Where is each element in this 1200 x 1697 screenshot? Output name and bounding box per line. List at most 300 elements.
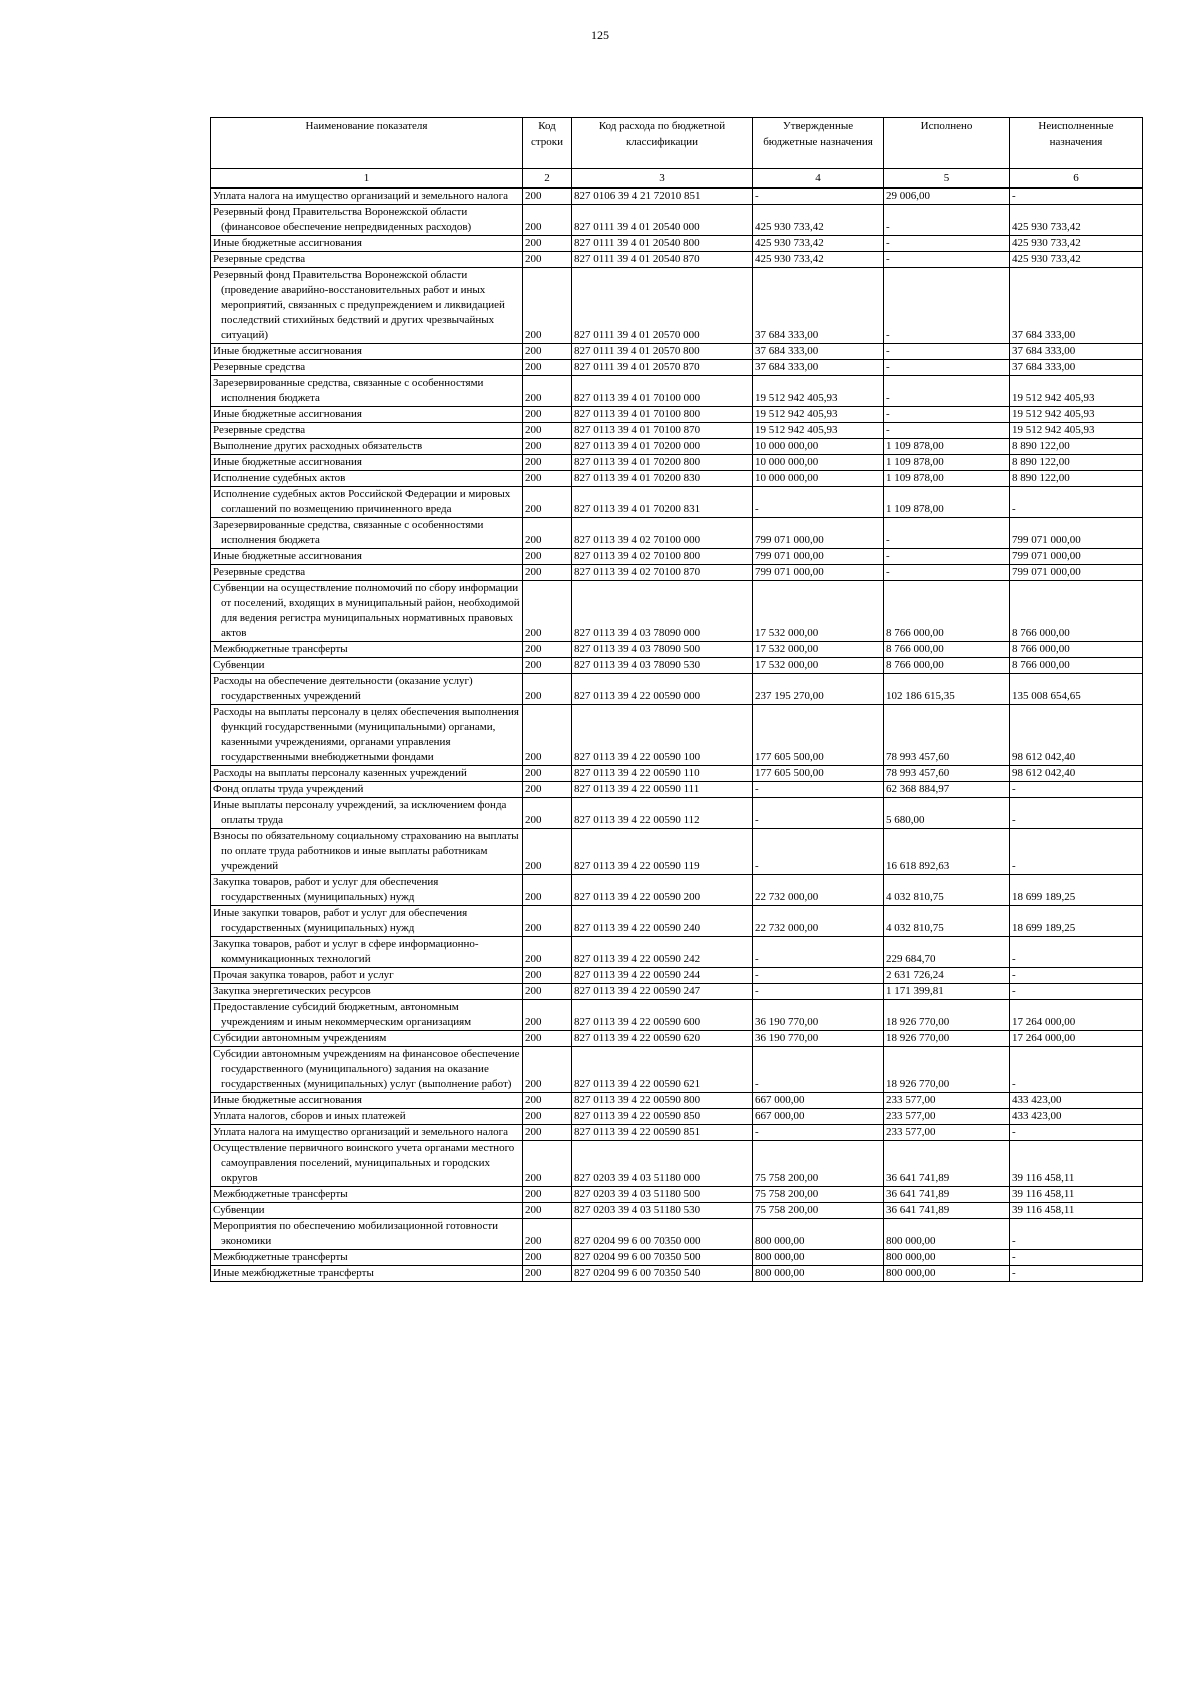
header-row bbox=[211, 118, 1143, 169]
indicator-name-text: Предоставление субсидий бюджетным, автономным учреждениям и иным некоммерческим организациям bbox=[213, 1001, 472, 1028]
approved-amount-cell: 36 190 770,00 bbox=[753, 1000, 884, 1031]
table-row bbox=[211, 549, 1143, 565]
expense-code-cell: 827 0111 39 4 01 20570 800 bbox=[572, 344, 753, 360]
indicator-name-cell bbox=[211, 1250, 523, 1266]
remaining-amount-cell: - bbox=[1010, 188, 1143, 205]
indicator-name-cell bbox=[211, 581, 523, 642]
indicator-name-cell bbox=[211, 658, 523, 674]
approved-amount-cell: 667 000,00 bbox=[753, 1109, 884, 1125]
approved-amount-cell: - bbox=[753, 487, 884, 518]
indicator-name-text: Уплата налогов, сборов и иных платежей bbox=[213, 1110, 406, 1122]
table-row bbox=[211, 471, 1143, 487]
remaining-amount-cell: 18 699 189,25 bbox=[1010, 875, 1143, 906]
indicator-name-cell bbox=[211, 906, 523, 937]
expense-code-cell: 827 0113 39 4 22 00590 100 bbox=[572, 705, 753, 766]
remaining-amount-cell: 37 684 333,00 bbox=[1010, 268, 1143, 344]
remaining-amount-cell: 37 684 333,00 bbox=[1010, 344, 1143, 360]
indicator-name-cell bbox=[211, 518, 523, 549]
expense-code-cell: 827 0113 39 4 22 00590 800 bbox=[572, 1093, 753, 1109]
indicator-name-text: Межбюджетные трансферты bbox=[213, 1251, 348, 1263]
executed-amount-cell: 1 171 399,81 bbox=[884, 984, 1010, 1000]
line-code-cell: 200 bbox=[523, 968, 572, 984]
executed-amount-cell: 2 631 726,24 bbox=[884, 968, 1010, 984]
indicator-name-cell bbox=[211, 674, 523, 705]
line-code-cell: 200 bbox=[523, 455, 572, 471]
approved-amount-cell: 37 684 333,00 bbox=[753, 268, 884, 344]
column-number: 6 bbox=[1010, 169, 1143, 189]
expense-code-cell: 827 0203 39 4 03 51180 500 bbox=[572, 1187, 753, 1203]
executed-amount-cell: 36 641 741,89 bbox=[884, 1203, 1010, 1219]
indicator-name-text: Осуществление первичного воинского учета органами местного самоуправления поселений, муниципальных и городских округов bbox=[213, 1142, 515, 1184]
remaining-amount-cell: 39 116 458,11 bbox=[1010, 1141, 1143, 1187]
table-row bbox=[211, 1125, 1143, 1141]
indicator-name-cell bbox=[211, 344, 523, 360]
table-row bbox=[211, 1266, 1143, 1282]
approved-amount-cell: 800 000,00 bbox=[753, 1250, 884, 1266]
expense-code-cell: 827 0113 39 4 02 70100 870 bbox=[572, 565, 753, 581]
approved-amount-cell: - bbox=[753, 1047, 884, 1093]
indicator-name-text: Мероприятия по обеспечению мобилизационной готовности экономики bbox=[213, 1220, 499, 1247]
approved-amount-cell: - bbox=[753, 829, 884, 875]
table-row bbox=[211, 1093, 1143, 1109]
approved-amount-cell: - bbox=[753, 782, 884, 798]
executed-amount-cell: - bbox=[884, 518, 1010, 549]
remaining-amount-cell: 135 008 654,65 bbox=[1010, 674, 1143, 705]
executed-amount-cell: 1 109 878,00 bbox=[884, 487, 1010, 518]
expense-code-cell: 827 0113 39 4 01 70200 800 bbox=[572, 455, 753, 471]
approved-amount-cell: 799 071 000,00 bbox=[753, 565, 884, 581]
remaining-amount-cell: 39 116 458,11 bbox=[1010, 1187, 1143, 1203]
table-row bbox=[211, 766, 1143, 782]
approved-amount-cell: 800 000,00 bbox=[753, 1266, 884, 1282]
approved-amount-cell: 17 532 000,00 bbox=[753, 581, 884, 642]
indicator-name-text: Исполнение судебных актов Российской Федерации и мировых соглашений по возмещению причиненного вреда bbox=[213, 488, 511, 515]
table-row bbox=[211, 439, 1143, 455]
executed-amount-cell: 800 000,00 bbox=[884, 1266, 1010, 1282]
column-number: 4 bbox=[753, 169, 884, 189]
expense-code-cell: 827 0204 99 6 00 70350 500 bbox=[572, 1250, 753, 1266]
table-row bbox=[211, 829, 1143, 875]
executed-amount-cell: - bbox=[884, 268, 1010, 344]
header-expense-code: Код расхода по бюджетной классификации bbox=[572, 118, 753, 169]
table-row bbox=[211, 581, 1143, 642]
approved-amount-cell: 10 000 000,00 bbox=[753, 439, 884, 455]
remaining-amount-cell: - bbox=[1010, 937, 1143, 968]
indicator-name-cell bbox=[211, 268, 523, 344]
indicator-name-cell bbox=[211, 549, 523, 565]
indicator-name-text: Резервные средства bbox=[213, 424, 306, 436]
expense-code-cell: 827 0113 39 4 03 78090 500 bbox=[572, 642, 753, 658]
indicator-name-cell bbox=[211, 829, 523, 875]
table-row bbox=[211, 455, 1143, 471]
page-number: 125 bbox=[591, 28, 609, 42]
table-row bbox=[211, 188, 1143, 205]
line-code-cell: 200 bbox=[523, 875, 572, 906]
executed-amount-cell: 8 766 000,00 bbox=[884, 642, 1010, 658]
executed-amount-cell: - bbox=[884, 205, 1010, 236]
indicator-name-text: Субсидии автономным учреждениям bbox=[213, 1032, 387, 1044]
approved-amount-cell: 22 732 000,00 bbox=[753, 875, 884, 906]
executed-amount-cell: 36 641 741,89 bbox=[884, 1187, 1010, 1203]
executed-amount-cell: 4 032 810,75 bbox=[884, 906, 1010, 937]
indicator-name-text: Иные бюджетные ассигнования bbox=[213, 456, 362, 468]
expense-code-cell: 827 0113 39 4 22 00590 240 bbox=[572, 906, 753, 937]
line-code-cell: 200 bbox=[523, 252, 572, 268]
table-row bbox=[211, 423, 1143, 439]
indicator-name-cell bbox=[211, 642, 523, 658]
table-row bbox=[211, 782, 1143, 798]
line-code-cell: 200 bbox=[523, 344, 572, 360]
line-code-cell: 200 bbox=[523, 1250, 572, 1266]
indicator-name-text: Межбюджетные трансферты bbox=[213, 643, 348, 655]
line-code-cell: 200 bbox=[523, 1109, 572, 1125]
remaining-amount-cell: 799 071 000,00 bbox=[1010, 518, 1143, 549]
indicator-name-cell bbox=[211, 423, 523, 439]
table-row bbox=[211, 344, 1143, 360]
indicator-name-text: Взносы по обязательному социальному страхованию на выплаты по оплате труда работников и иные выплаты работникам учреждений bbox=[213, 830, 519, 872]
table-row bbox=[211, 906, 1143, 937]
executed-amount-cell: 18 926 770,00 bbox=[884, 1047, 1010, 1093]
indicator-name-text: Иные бюджетные ассигнования bbox=[213, 345, 362, 357]
column-number-row bbox=[211, 169, 1143, 189]
executed-amount-cell: 1 109 878,00 bbox=[884, 471, 1010, 487]
indicator-name-text: Резервные средства bbox=[213, 566, 306, 578]
indicator-name-text: Иные бюджетные ассигнования bbox=[213, 550, 362, 562]
line-code-cell: 200 bbox=[523, 549, 572, 565]
header-executed: Исполнено bbox=[884, 118, 1010, 169]
column-number: 2 bbox=[523, 169, 572, 189]
approved-amount-cell: 177 605 500,00 bbox=[753, 766, 884, 782]
expense-code-cell: 827 0113 39 4 02 70100 000 bbox=[572, 518, 753, 549]
table-row bbox=[211, 205, 1143, 236]
remaining-amount-cell: - bbox=[1010, 829, 1143, 875]
line-code-cell: 200 bbox=[523, 1093, 572, 1109]
line-code-cell: 200 bbox=[523, 205, 572, 236]
line-code-cell: 200 bbox=[523, 423, 572, 439]
expense-code-cell: 827 0111 39 4 01 20570 000 bbox=[572, 268, 753, 344]
line-code-cell: 200 bbox=[523, 984, 572, 1000]
approved-amount-cell: 10 000 000,00 bbox=[753, 455, 884, 471]
approved-amount-cell: 17 532 000,00 bbox=[753, 642, 884, 658]
executed-amount-cell: - bbox=[884, 565, 1010, 581]
table-row bbox=[211, 658, 1143, 674]
expense-code-cell: 827 0113 39 4 22 00590 851 bbox=[572, 1125, 753, 1141]
approved-amount-cell: 177 605 500,00 bbox=[753, 705, 884, 766]
line-code-cell: 200 bbox=[523, 581, 572, 642]
indicator-name-text: Прочая закупка товаров, работ и услуг bbox=[213, 969, 394, 981]
table-row bbox=[211, 407, 1143, 423]
indicator-name-cell bbox=[211, 236, 523, 252]
indicator-name-text: Межбюджетные трансферты bbox=[213, 1188, 348, 1200]
indicator-name-cell bbox=[211, 360, 523, 376]
indicator-name-cell bbox=[211, 1125, 523, 1141]
table-row bbox=[211, 1219, 1143, 1250]
expense-code-cell: 827 0111 39 4 01 20540 870 bbox=[572, 252, 753, 268]
table-row bbox=[211, 674, 1143, 705]
approved-amount-cell: 19 512 942 405,93 bbox=[753, 376, 884, 407]
expense-code-cell: 827 0113 39 4 22 00590 247 bbox=[572, 984, 753, 1000]
approved-amount-cell: 37 684 333,00 bbox=[753, 360, 884, 376]
indicator-name-cell bbox=[211, 455, 523, 471]
remaining-amount-cell: 18 699 189,25 bbox=[1010, 906, 1143, 937]
remaining-amount-cell: 8 766 000,00 bbox=[1010, 642, 1143, 658]
remaining-amount-cell: 17 264 000,00 bbox=[1010, 1000, 1143, 1031]
approved-amount-cell: - bbox=[753, 937, 884, 968]
table-row bbox=[211, 937, 1143, 968]
approved-amount-cell: 75 758 200,00 bbox=[753, 1141, 884, 1187]
indicator-name-cell bbox=[211, 1187, 523, 1203]
approved-amount-cell: 19 512 942 405,93 bbox=[753, 423, 884, 439]
indicator-name-cell bbox=[211, 188, 523, 205]
approved-amount-cell: - bbox=[753, 1125, 884, 1141]
line-code-cell: 200 bbox=[523, 1203, 572, 1219]
line-code-cell: 200 bbox=[523, 658, 572, 674]
indicator-name-text: Фонд оплаты труда учреждений bbox=[213, 783, 364, 795]
remaining-amount-cell: 425 930 733,42 bbox=[1010, 236, 1143, 252]
remaining-amount-cell: 8 766 000,00 bbox=[1010, 581, 1143, 642]
table-row bbox=[211, 1031, 1143, 1047]
table-body bbox=[211, 188, 1143, 1282]
line-code-cell: 200 bbox=[523, 674, 572, 705]
line-code-cell: 200 bbox=[523, 518, 572, 549]
indicator-name-text: Резервный фонд Правительства Воронежской области (финансовое обеспечение непредвиденных расходов) bbox=[213, 206, 472, 233]
indicator-name-text: Иные бюджетные ассигнования bbox=[213, 408, 362, 420]
table-row bbox=[211, 268, 1143, 344]
indicator-name-text: Иные бюджетные ассигнования bbox=[213, 1094, 362, 1106]
indicator-name-text: Исполнение судебных актов bbox=[213, 472, 346, 484]
expense-code-cell: 827 0106 39 4 21 72010 851 bbox=[572, 188, 753, 205]
table-row bbox=[211, 875, 1143, 906]
expense-code-cell: 827 0113 39 4 22 00590 621 bbox=[572, 1047, 753, 1093]
line-code-cell: 200 bbox=[523, 407, 572, 423]
header-indicator-name: Наименование показателя bbox=[211, 118, 523, 169]
approved-amount-cell: 10 000 000,00 bbox=[753, 471, 884, 487]
indicator-name-cell bbox=[211, 487, 523, 518]
indicator-name-cell bbox=[211, 782, 523, 798]
table-row bbox=[211, 1250, 1143, 1266]
table-row bbox=[211, 1000, 1143, 1031]
line-code-cell: 200 bbox=[523, 565, 572, 581]
expense-code-cell: 827 0204 99 6 00 70350 000 bbox=[572, 1219, 753, 1250]
line-code-cell: 200 bbox=[523, 1125, 572, 1141]
executed-amount-cell: - bbox=[884, 423, 1010, 439]
indicator-name-text: Расходы на выплаты персоналу в целях обеспечения выполнения функций государственными (муниципальными) органами, казенными учреждениями, органами управления государственными внебюджетными фондами bbox=[213, 706, 519, 763]
approved-amount-cell: 425 930 733,42 bbox=[753, 205, 884, 236]
executed-amount-cell: - bbox=[884, 407, 1010, 423]
remaining-amount-cell: 19 512 942 405,93 bbox=[1010, 376, 1143, 407]
approved-amount-cell: 425 930 733,42 bbox=[753, 252, 884, 268]
table-row bbox=[211, 1109, 1143, 1125]
expense-code-cell: 827 0113 39 4 01 70100 870 bbox=[572, 423, 753, 439]
header-line-code: Код строки bbox=[523, 118, 572, 169]
header-remaining: Неисполненные назначения bbox=[1010, 118, 1143, 169]
expense-code-cell: 827 0113 39 4 22 00590 850 bbox=[572, 1109, 753, 1125]
indicator-name-cell bbox=[211, 937, 523, 968]
executed-amount-cell: 36 641 741,89 bbox=[884, 1141, 1010, 1187]
remaining-amount-cell: 433 423,00 bbox=[1010, 1109, 1143, 1125]
expense-code-cell: 827 0203 39 4 03 51180 530 bbox=[572, 1203, 753, 1219]
expense-code-cell: 827 0113 39 4 01 70200 830 bbox=[572, 471, 753, 487]
approved-amount-cell: 17 532 000,00 bbox=[753, 658, 884, 674]
approved-amount-cell: - bbox=[753, 188, 884, 205]
approved-amount-cell: - bbox=[753, 798, 884, 829]
expense-code-cell: 827 0113 39 4 22 00590 244 bbox=[572, 968, 753, 984]
approved-amount-cell: 800 000,00 bbox=[753, 1219, 884, 1250]
expense-code-cell: 827 0111 39 4 01 20540 800 bbox=[572, 236, 753, 252]
line-code-cell: 200 bbox=[523, 1047, 572, 1093]
column-number: 1 bbox=[211, 169, 523, 189]
table-row bbox=[211, 1047, 1143, 1093]
indicator-name-text: Субсидии автономным учреждениям на финансовое обеспечение государственного (муниципального) задания на оказание государственных (муниципальных) услуг (выполнение работ) bbox=[213, 1048, 520, 1090]
approved-amount-cell: - bbox=[753, 984, 884, 1000]
remaining-amount-cell: - bbox=[1010, 487, 1143, 518]
indicator-name-cell bbox=[211, 252, 523, 268]
indicator-name-cell bbox=[211, 798, 523, 829]
approved-amount-cell: 667 000,00 bbox=[753, 1093, 884, 1109]
expense-code-cell: 827 0113 39 4 22 00590 111 bbox=[572, 782, 753, 798]
remaining-amount-cell: 98 612 042,40 bbox=[1010, 705, 1143, 766]
line-code-cell: 200 bbox=[523, 937, 572, 968]
indicator-name-text: Иные закупки товаров, работ и услуг для обеспечения государственных (муниципальных) нужд bbox=[213, 907, 468, 934]
line-code-cell: 200 bbox=[523, 1187, 572, 1203]
remaining-amount-cell: 425 930 733,42 bbox=[1010, 205, 1143, 236]
table-row bbox=[211, 376, 1143, 407]
approved-amount-cell: 75 758 200,00 bbox=[753, 1203, 884, 1219]
approved-amount-cell: - bbox=[753, 968, 884, 984]
expense-code-cell: 827 0111 39 4 01 20570 870 bbox=[572, 360, 753, 376]
expense-code-cell: 827 0113 39 4 22 00590 000 bbox=[572, 674, 753, 705]
executed-amount-cell: 800 000,00 bbox=[884, 1250, 1010, 1266]
indicator-name-cell bbox=[211, 1047, 523, 1093]
indicator-name-cell bbox=[211, 1219, 523, 1250]
indicator-name-cell bbox=[211, 471, 523, 487]
executed-amount-cell: 229 684,70 bbox=[884, 937, 1010, 968]
remaining-amount-cell: 8 890 122,00 bbox=[1010, 471, 1143, 487]
remaining-amount-cell: - bbox=[1010, 1125, 1143, 1141]
remaining-amount-cell: - bbox=[1010, 1250, 1143, 1266]
remaining-amount-cell: 433 423,00 bbox=[1010, 1093, 1143, 1109]
executed-amount-cell: 233 577,00 bbox=[884, 1125, 1010, 1141]
line-code-cell: 200 bbox=[523, 766, 572, 782]
executed-amount-cell: 102 186 615,35 bbox=[884, 674, 1010, 705]
indicator-name-text: Иные выплаты персоналу учреждений, за исключением фонда оплаты труда bbox=[213, 799, 507, 826]
indicator-name-cell bbox=[211, 875, 523, 906]
header-approved: Утвержденные бюджетные назначения bbox=[753, 118, 884, 169]
remaining-amount-cell: - bbox=[1010, 968, 1143, 984]
executed-amount-cell: - bbox=[884, 360, 1010, 376]
indicator-name-cell bbox=[211, 766, 523, 782]
remaining-amount-cell: - bbox=[1010, 1266, 1143, 1282]
line-code-cell: 200 bbox=[523, 360, 572, 376]
table-row bbox=[211, 798, 1143, 829]
remaining-amount-cell: - bbox=[1010, 984, 1143, 1000]
indicator-name-cell bbox=[211, 1031, 523, 1047]
remaining-amount-cell: 8 766 000,00 bbox=[1010, 658, 1143, 674]
table-row bbox=[211, 565, 1143, 581]
approved-amount-cell: 75 758 200,00 bbox=[753, 1187, 884, 1203]
expense-code-cell: 827 0113 39 4 22 00590 119 bbox=[572, 829, 753, 875]
indicator-name-text: Расходы на выплаты персоналу казенных учреждений bbox=[213, 767, 467, 779]
executed-amount-cell: 78 993 457,60 bbox=[884, 705, 1010, 766]
remaining-amount-cell: - bbox=[1010, 782, 1143, 798]
indicator-name-text: Закупка товаров, работ и услуг для обеспечения государственных (муниципальных) нужд bbox=[213, 876, 439, 903]
approved-amount-cell: 425 930 733,42 bbox=[753, 236, 884, 252]
table-row bbox=[211, 642, 1143, 658]
indicator-name-text: Резервный фонд Правительства Воронежской области (проведение аварийно-восстановительных работ и иных мероприятий, связанных с предупреждением и ликвидацией последствий стихийных бедствий и других чрезвычайных ситуаций) bbox=[213, 269, 505, 341]
expense-code-cell: 827 0113 39 4 01 70100 000 bbox=[572, 376, 753, 407]
indicator-name-cell bbox=[211, 705, 523, 766]
executed-amount-cell: 4 032 810,75 bbox=[884, 875, 1010, 906]
remaining-amount-cell: 37 684 333,00 bbox=[1010, 360, 1143, 376]
indicator-name-text: Закупка товаров, работ и услуг в сфере информационно-коммуникационных технологий bbox=[213, 938, 479, 965]
line-code-cell: 200 bbox=[523, 439, 572, 455]
indicator-name-text: Уплата налога на имущество организаций и земельного налога bbox=[213, 1126, 509, 1138]
table-row bbox=[211, 968, 1143, 984]
approved-amount-cell: 37 684 333,00 bbox=[753, 344, 884, 360]
expense-code-cell: 827 0113 39 4 01 70100 800 bbox=[572, 407, 753, 423]
line-code-cell: 200 bbox=[523, 782, 572, 798]
indicator-name-cell bbox=[211, 984, 523, 1000]
remaining-amount-cell: - bbox=[1010, 1219, 1143, 1250]
indicator-name-text: Субвенции bbox=[213, 659, 265, 671]
remaining-amount-cell: 8 890 122,00 bbox=[1010, 439, 1143, 455]
indicator-name-text: Субвенции bbox=[213, 1204, 265, 1216]
indicator-name-text: Зарезервированные средства, связанные с особенностями исполнения бюджета bbox=[213, 377, 484, 404]
line-code-cell: 200 bbox=[523, 268, 572, 344]
line-code-cell: 200 bbox=[523, 1266, 572, 1282]
line-code-cell: 200 bbox=[523, 705, 572, 766]
line-code-cell: 200 bbox=[523, 376, 572, 407]
executed-amount-cell: 62 368 884,97 bbox=[884, 782, 1010, 798]
line-code-cell: 200 bbox=[523, 829, 572, 875]
table-row bbox=[211, 487, 1143, 518]
approved-amount-cell: 799 071 000,00 bbox=[753, 518, 884, 549]
line-code-cell: 200 bbox=[523, 1219, 572, 1250]
remaining-amount-cell: 799 071 000,00 bbox=[1010, 549, 1143, 565]
expense-code-cell: 827 0113 39 4 22 00590 200 bbox=[572, 875, 753, 906]
expense-code-cell: 827 0203 39 4 03 51180 000 bbox=[572, 1141, 753, 1187]
expense-code-cell: 827 0111 39 4 01 20540 000 bbox=[572, 205, 753, 236]
line-code-cell: 200 bbox=[523, 471, 572, 487]
line-code-cell: 200 bbox=[523, 1031, 572, 1047]
executed-amount-cell: 8 766 000,00 bbox=[884, 658, 1010, 674]
indicator-name-text: Иные бюджетные ассигнования bbox=[213, 237, 362, 249]
executed-amount-cell: 78 993 457,60 bbox=[884, 766, 1010, 782]
indicator-name-cell bbox=[211, 1203, 523, 1219]
remaining-amount-cell: 17 264 000,00 bbox=[1010, 1031, 1143, 1047]
indicator-name-cell bbox=[211, 376, 523, 407]
expense-code-cell: 827 0113 39 4 03 78090 000 bbox=[572, 581, 753, 642]
line-code-cell: 200 bbox=[523, 236, 572, 252]
table-row bbox=[211, 252, 1143, 268]
remaining-amount-cell: - bbox=[1010, 798, 1143, 829]
approved-amount-cell: 237 195 270,00 bbox=[753, 674, 884, 705]
line-code-cell: 200 bbox=[523, 1141, 572, 1187]
indicator-name-cell bbox=[211, 1109, 523, 1125]
executed-amount-cell: 1 109 878,00 bbox=[884, 439, 1010, 455]
executed-amount-cell: 233 577,00 bbox=[884, 1109, 1010, 1125]
indicator-name-cell bbox=[211, 1141, 523, 1187]
line-code-cell: 200 bbox=[523, 1000, 572, 1031]
expense-code-cell: 827 0113 39 4 02 70100 800 bbox=[572, 549, 753, 565]
expense-code-cell: 827 0113 39 4 03 78090 530 bbox=[572, 658, 753, 674]
executed-amount-cell: 29 006,00 bbox=[884, 188, 1010, 205]
indicator-name-cell bbox=[211, 1093, 523, 1109]
indicator-name-text: Иные межбюджетные трансферты bbox=[213, 1267, 374, 1279]
indicator-name-cell bbox=[211, 205, 523, 236]
indicator-name-cell bbox=[211, 968, 523, 984]
executed-amount-cell: 18 926 770,00 bbox=[884, 1000, 1010, 1031]
